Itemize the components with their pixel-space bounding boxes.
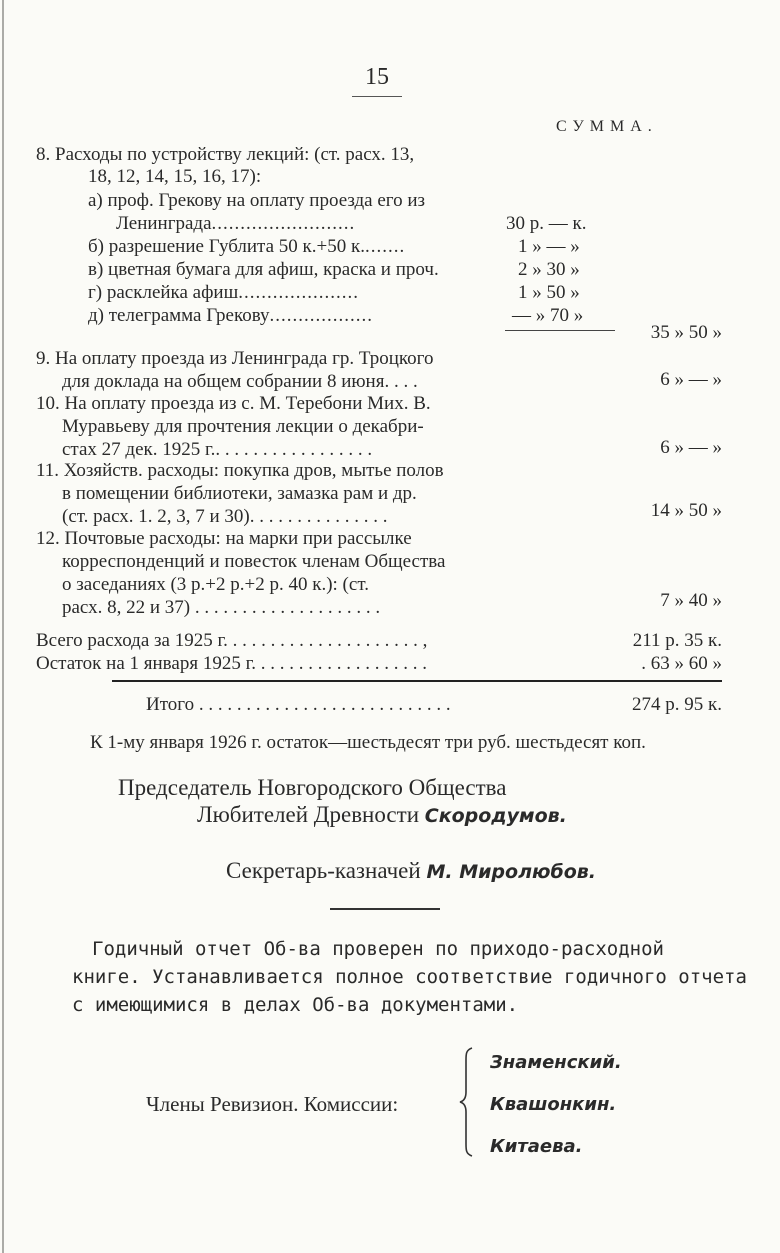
item8-sub-a-amount: 30 р. — к. — [506, 213, 587, 234]
item11-line-3: (ст. расх. 1. 2, 3, 7 и 30). . . . . . . . . . . . . . . — [62, 506, 388, 527]
item11-amount: 14 » 50 » — [650, 500, 722, 521]
balance-note: К 1-му января 1926 г. остаток—шестьдесят три руб. шестьдесят коп. — [90, 732, 646, 753]
itogo-amount: 274 р. 95 к. — [632, 694, 722, 715]
item8-sub-g — [88, 282, 359, 304]
item8-sub-v-amount: 2 » 30 » — [518, 259, 580, 280]
itogo-label: Итого . . . . . . . . . . . . . . . . . . . . . . . . . . . — [146, 694, 451, 715]
item8-sub-b-text: б) разрешение Гублита 50 к.+50 к. — [88, 236, 365, 257]
item10-line-1: 10. На оплату проезда из с. М. Теребони Мих. В. — [36, 393, 431, 414]
item12-line-4: расх. 8, 22 и 37) . . . . . . . . . . . . . . . . . . . . — [62, 597, 381, 618]
item12-line-2: корреспонденций и повесток членам Общества — [62, 551, 446, 572]
chairman-title: Любителей Древности — [197, 802, 420, 827]
item11-line-1: 11. Хозяйств. расходы: покупка дров, мытье полов — [36, 460, 444, 481]
item11-line-2: в помещении библиотеки, замазка рам и др. — [62, 483, 417, 504]
secretary-title: Секретарь-казначей — [226, 858, 421, 883]
item8-sub-d — [88, 305, 373, 327]
item8-sub-d-leader: .................. — [269, 305, 374, 326]
item8-sub-d-text: д) телеграмма Грекову — [88, 305, 270, 326]
audit-paragraph-line-1: Годичный отчет Об-ва проверен по приходо-расходной — [92, 938, 664, 960]
secretary-signature: М. Миролюбов. — [426, 861, 597, 883]
item8-sub-g-amount: 1 » 50 » — [518, 282, 580, 303]
item8-sub-v-text: в) цветная бумага для афиш, краска и проч. — [88, 259, 439, 280]
item12-line-3: о заседаниях (3 р.+2 р.+2 р. 40 к.): (ст. — [62, 574, 369, 595]
commission-member-3: Китаева. — [490, 1136, 583, 1157]
chairman-signature: Скородумов. — [424, 805, 567, 827]
item9-line-1: 9. На оплату проезда из Ленинграда гр. Троцкого — [36, 348, 434, 369]
balance-label: Остаток на 1 января 1925 г. . . . . . . . . . . . . . . . . . . — [36, 653, 427, 674]
chairman-line-1: Председатель Новгородского Общества — [118, 775, 507, 800]
item8-total-amount: 35 » 50 » — [650, 322, 722, 343]
item8-sub-b — [88, 236, 405, 258]
total-expense-amount: 211 р. 35 к. — [632, 630, 722, 651]
item8-sub-d-amount: — » 70 » — [512, 305, 584, 326]
audit-paragraph-line-2: книге. Устанавливается полное соответствие годичного отчета — [72, 966, 747, 988]
section-separator — [330, 908, 440, 910]
itogo-rule — [112, 680, 722, 682]
page-number-underline — [352, 96, 402, 97]
item8-sub-a — [116, 213, 355, 235]
commission-label: Члены Ревизион. Комиссии: — [146, 1092, 399, 1116]
item8-subtotal-rule — [505, 330, 615, 331]
item8-sub-g-text: г) расклейка афиш — [88, 282, 239, 303]
column-header-sum: СУММА. — [556, 118, 658, 135]
commission-member-1: Знаменский. — [490, 1052, 622, 1073]
audit-paragraph-line-3: с имеющимися в делах Об-ва документами. — [72, 994, 519, 1016]
item12-line-1: 12. Почтовые расходы: на марки при рассылке — [36, 528, 412, 549]
item8-sub-b-leader: ....... — [364, 236, 406, 257]
item10-amount: 6 » — » — [660, 437, 722, 458]
item8-sub-a-leader: ......................... — [211, 213, 356, 234]
item8-line-3: а) проф. Грекову на оплату проезда его из — [88, 190, 426, 211]
chairman-line-2 — [197, 802, 567, 828]
page-edge-shadow — [2, 0, 4, 1253]
item8-line-2: 18, 12, 14, 15, 16, 17): — [88, 166, 262, 187]
item8-sub-g-leader: ..................... — [238, 282, 359, 303]
total-expense-label: Всего расхода за 1925 г. . . . . . . . . . . . . . . . . . . . . , — [36, 630, 428, 651]
commission-member-2: Квашонкин. — [490, 1094, 617, 1115]
secretary-line — [226, 858, 596, 884]
balance-amount: . 63 » 60 » — [641, 653, 722, 674]
item10-line-2: Муравьеву для прочтения лекции о декабри- — [62, 416, 424, 437]
page-number: 15 — [365, 64, 389, 90]
item8-sub-v — [88, 259, 439, 281]
item10-line-3: стах 27 дек. 1925 г.. . . . . . . . . . . . . . . . . — [62, 439, 373, 460]
item9-amount: 6 » — » — [660, 369, 722, 390]
item12-amount: 7 » 40 » — [660, 590, 722, 611]
curly-brace-icon — [458, 1046, 478, 1158]
item8-line-1: 8. Расходы по устройству лекций: (ст. расх. 13, — [36, 144, 415, 165]
item8-sub-a-text: Ленинграда — [116, 213, 212, 234]
item8-sub-b-amount: 1 » — » — [518, 236, 580, 257]
item9-line-2: для доклада на общем собрании 8 июня. . . . — [62, 371, 418, 392]
